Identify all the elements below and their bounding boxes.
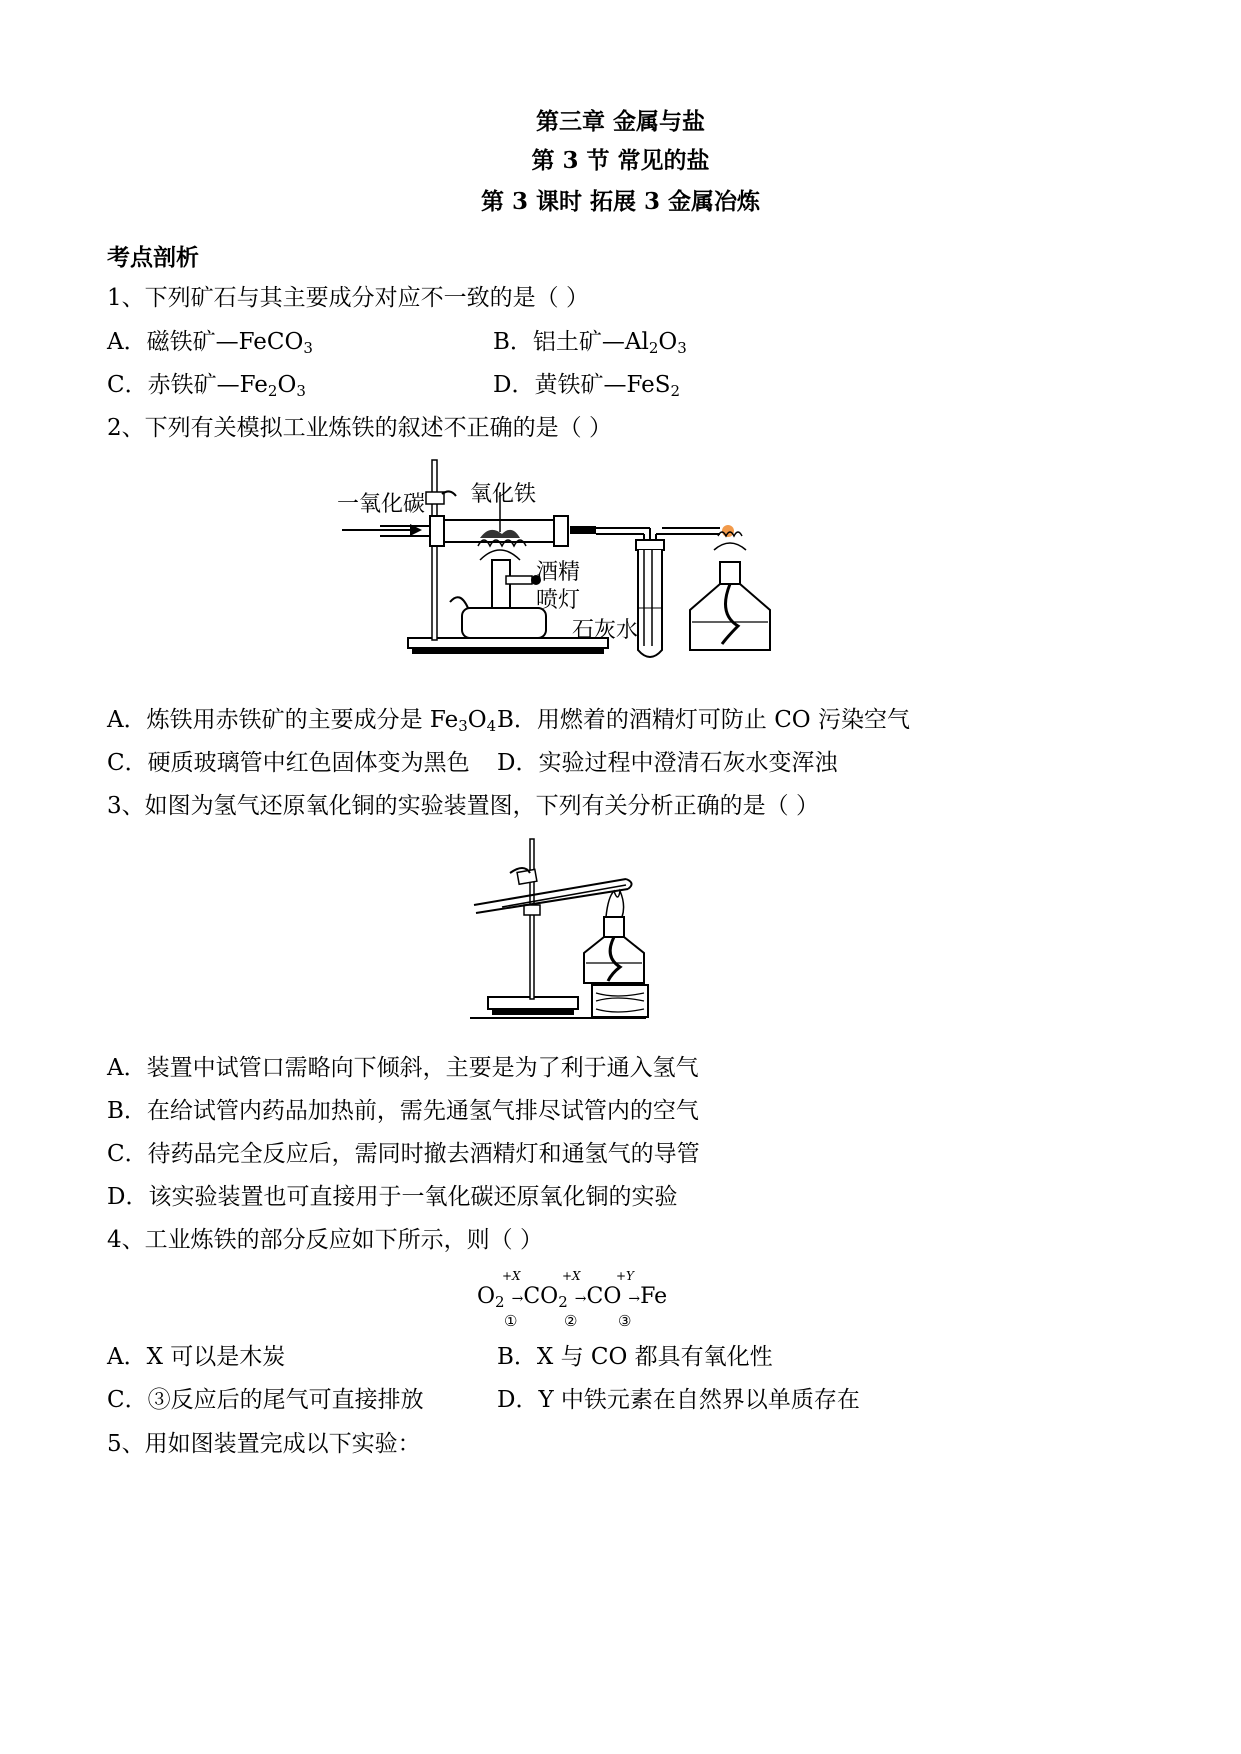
label-lamp-1: 酒精 bbox=[536, 560, 581, 585]
q2-option-d: D．实验过程中澄清石灰水变浑浊 bbox=[497, 750, 838, 776]
q4-option-b: B．X 与 CO 都具有氧化性 bbox=[497, 1344, 773, 1370]
q1-option-d: D．黄铁矿—FeS$_2$ bbox=[493, 372, 681, 400]
reagent-label-2: +X bbox=[562, 1269, 581, 1283]
q1-option-a: A．磁铁矿—FeCO$_3$ bbox=[107, 329, 313, 357]
hydrogen-reduction-apparatus-figure bbox=[466, 835, 666, 1025]
q1-stem: 1、下列矿石与其主要成分对应不一致的是（ ） bbox=[107, 285, 589, 311]
q5-stem: 5、用如图装置完成以下实验： bbox=[107, 1431, 421, 1457]
q4-option-a: A．X 可以是木炭 bbox=[107, 1344, 286, 1370]
q3-option-d: D．该实验装置也可直接用于一氧化碳还原氧化铜的实验 bbox=[107, 1184, 678, 1210]
reaction-equation bbox=[477, 1270, 677, 1332]
q1-option-c: C．赤铁矿$—Fe_2O_3$ bbox=[107, 372, 306, 400]
q4-option-c: C．③反应后的尾气可直接排放 bbox=[107, 1387, 424, 1413]
reagent-label-1: +X bbox=[502, 1269, 521, 1283]
q2-option-b: B．用燃着的酒精灯可防止 CO 污染空气 bbox=[497, 707, 910, 733]
q4-option-d: D．Y 中铁元素在自然界以单质存在 bbox=[497, 1387, 860, 1413]
step-number-1: ① bbox=[504, 1312, 518, 1330]
label-lamp-2: 喷灯 bbox=[536, 588, 581, 613]
step-number-2: ② bbox=[564, 1312, 578, 1330]
q2-option-a: A．炼铁用赤铁矿的主要成分是 $Fe_3O_4$ bbox=[107, 707, 497, 735]
q3-option-a: A．装置中试管口需略向下倾斜，主要是为了利于通入氢气 bbox=[107, 1055, 699, 1081]
q4-stem: 4、工业炼铁的部分反应如下所示，则（ ） bbox=[107, 1227, 543, 1253]
lesson-title: 第 3 课时 拓展 3 金属冶炼 bbox=[480, 188, 761, 215]
q3-option-c: C．待药品完全反应后，需同时撤去酒精灯和通氢气的导管 bbox=[107, 1141, 700, 1167]
section-heading: 考点剖析 bbox=[107, 244, 199, 271]
q3-option-b: B．在给试管内药品加热前，需先通氢气排尽试管内的空气 bbox=[107, 1098, 699, 1124]
q1-option-b: B．铝土矿$—Al_2O_3$ bbox=[493, 329, 687, 357]
q2-option-c: C．硬质玻璃管中红色固体变为黑色 bbox=[107, 750, 470, 776]
chapter-title: 第三章 金属与盐 bbox=[535, 108, 705, 135]
label-iron-oxide: 氧化铁 bbox=[470, 482, 537, 507]
section-title: 第 3 节 常见的盐 bbox=[531, 147, 710, 174]
step-number-3: ③ bbox=[618, 1312, 632, 1330]
label-carbon-monoxide: 一氧化碳 bbox=[337, 492, 426, 517]
reagent-label-3: +Y bbox=[616, 1269, 634, 1283]
q3-stem: 3、如图为氢气还原氧化铜的实验装置图，下列有关分析正确的是（ ） bbox=[107, 793, 819, 819]
equation-line: $O_2 \to CO_2 \to CO \to Fe$ bbox=[477, 1284, 668, 1311]
label-lime-water: 石灰水 bbox=[572, 618, 639, 643]
q2-stem: 2、下列有关模拟工业炼铁的叙述不正确的是（ ） bbox=[107, 415, 612, 441]
